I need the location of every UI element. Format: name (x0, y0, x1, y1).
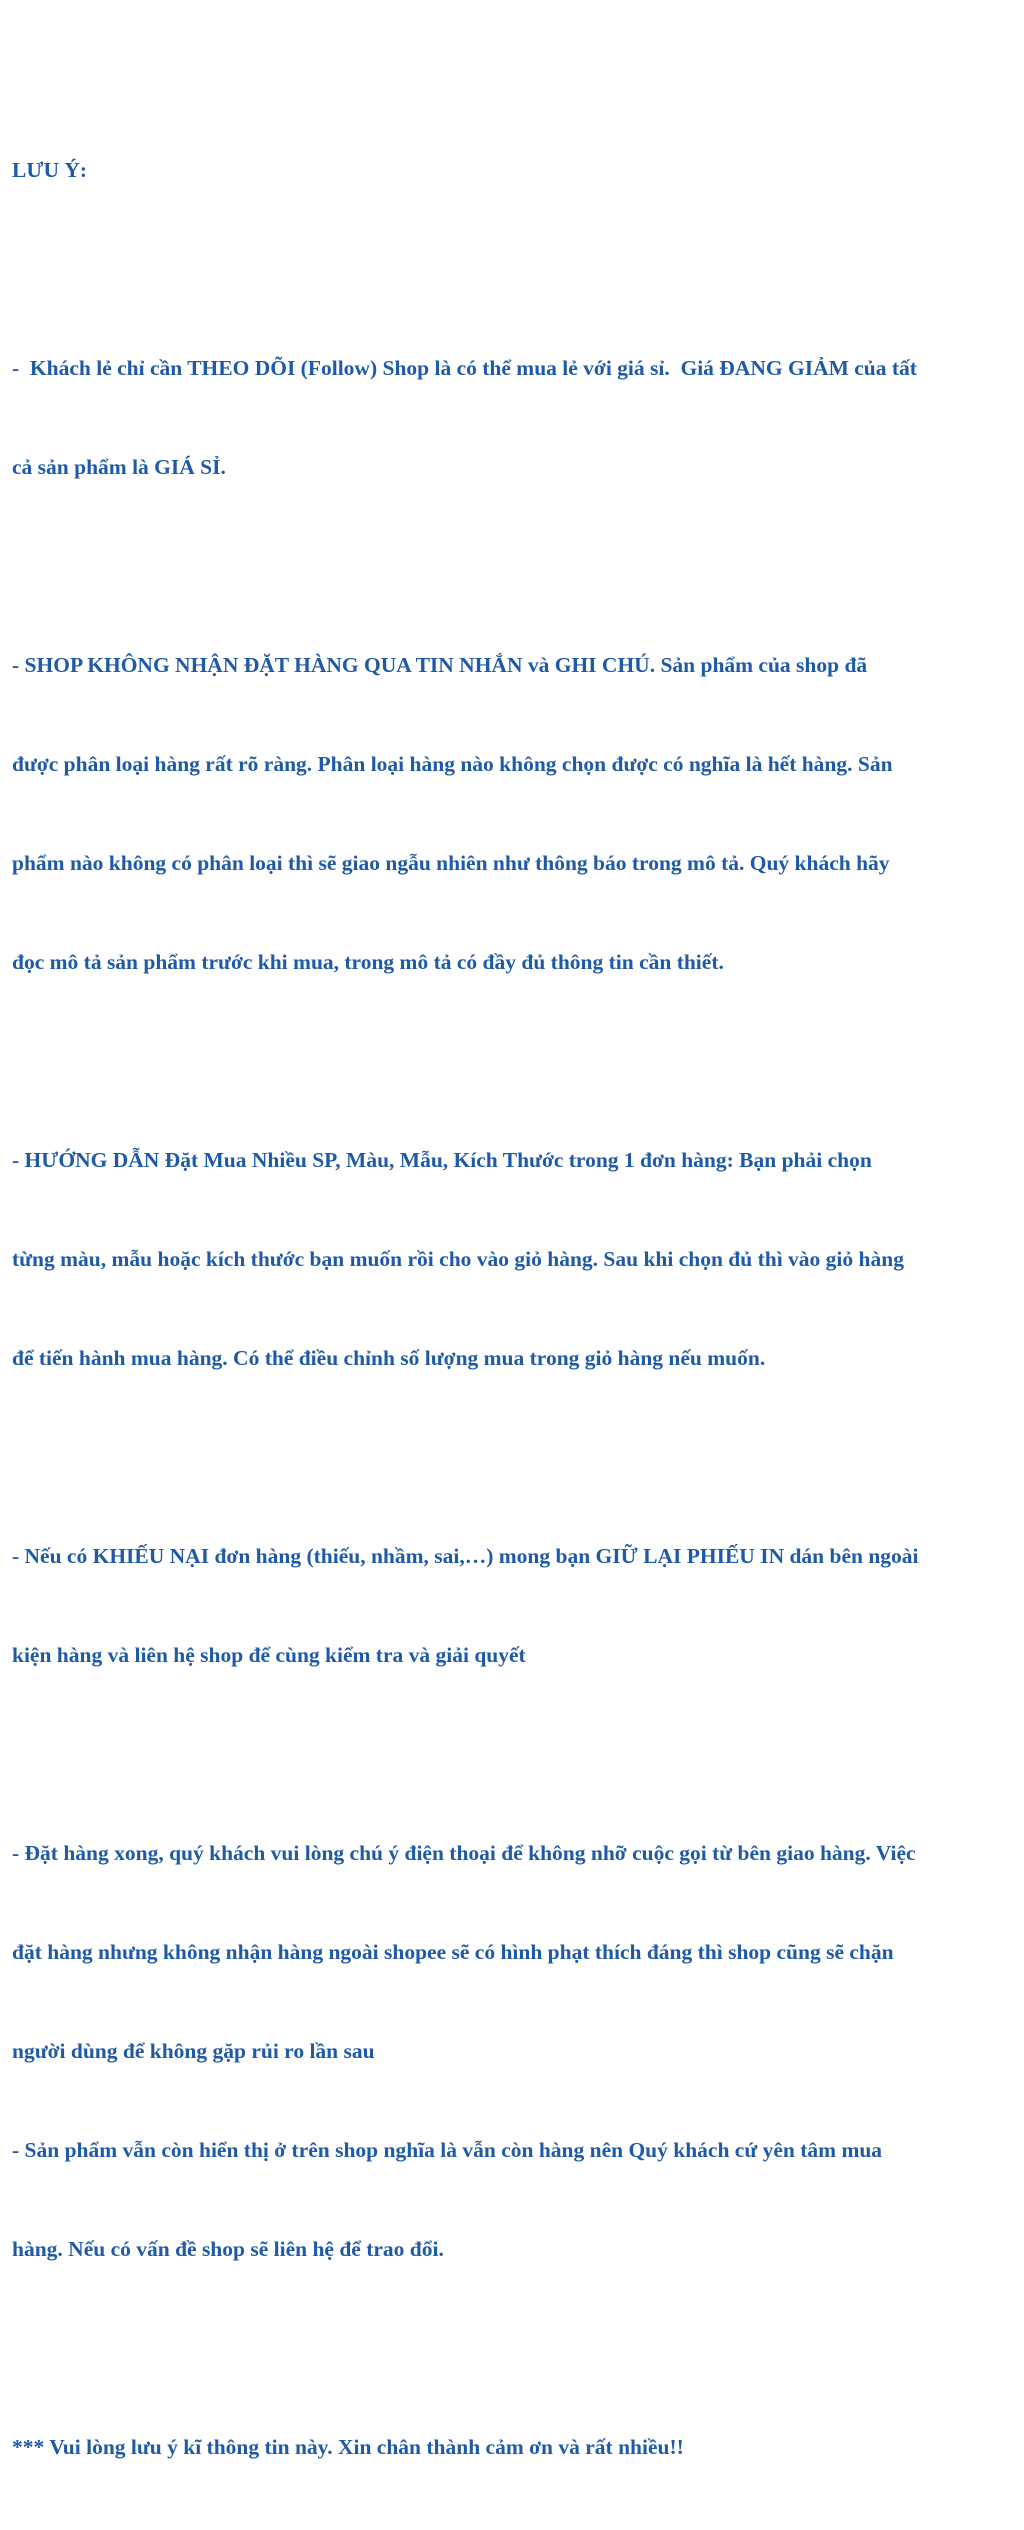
notice-heading (12, 88, 1020, 253)
notice-line: - SHOP KHÔNG NHẬN ĐẶT HÀNG QUA TIN NHẮN và GHI CHÚ. Sản phẩm của shop đã (12, 653, 868, 677)
notice-line: - Nếu có KHIẾU NẠI đơn hàng (thiếu, nhầm, sai,…) mong bạn GIỮ LẠI PHIẾU IN dán bên ngoài (12, 1544, 919, 1568)
notice-line: *** Vui lòng lưu ý kĩ thông tin này. Xin chân thành cảm ơn và rất nhiều!! (12, 2435, 684, 2459)
notice-line: được phân loại hàng rất rõ ràng. Phân loại hàng nào không chọn được có nghĩa là hết hàng. Sản (12, 752, 893, 776)
notice-paragraph-ordering-guide (12, 1078, 1020, 1441)
notice-line: để tiến hành mua hàng. Có thể điều chỉnh số lượng mua trong giỏ hàng nếu muốn. (12, 1346, 766, 1370)
notice-block (12, 88, 1020, 2530)
notice-paragraph-delivery (12, 1771, 1020, 2332)
notice-paragraph-thanks (12, 2365, 1020, 2530)
notice-line: cả sản phẩm là GIÁ SỈ. (12, 455, 226, 479)
notice-paragraph-follow (12, 286, 1020, 550)
notice-line: - Khách lẻ chỉ cần THEO DÕI (Follow) Shop là có thể mua lẻ với giá sỉ. Giá ĐANG GIẢM của tất (12, 356, 917, 380)
notice-paragraph-no-messages (12, 583, 1020, 1045)
notice-line: - HƯỚNG DẪN Đặt Mua Nhiều SP, Màu, Mẫu, Kích Thước trong 1 đơn hàng: Bạn phải chọn (12, 1148, 872, 1172)
notice-paragraph-complaints (12, 1474, 1020, 1738)
notice-heading-text: LƯU Ý: (12, 158, 88, 182)
notice-line: đặt hàng nhưng không nhận hàng ngoài shopee sẽ có hình phạt thích đáng thì shop cũng sẽ chặn (12, 1940, 894, 1964)
notice-line: hàng. Nếu có vấn đề shop sẽ liên hệ để trao đổi. (12, 2237, 444, 2261)
notice-line: người dùng để không gặp rủi ro lần sau (12, 2039, 375, 2063)
notice-line: - Đặt hàng xong, quý khách vui lòng chú ý điện thoại để không nhỡ cuộc gọi từ bên giao hàng. Việc (12, 1841, 916, 1865)
notice-line: phẩm nào không có phân loại thì sẽ giao ngẫu nhiên như thông báo trong mô tả. Quý khách hãy (12, 851, 890, 875)
notice-line: kiện hàng và liên hệ shop để cùng kiểm tra và giải quyết (12, 1643, 526, 1667)
notice-line: từng màu, mẫu hoặc kích thước bạn muốn rồi cho vào giỏ hàng. Sau khi chọn đủ thì vào giỏ hàng (12, 1247, 904, 1271)
notice-line: đọc mô tả sản phẩm trước khi mua, trong mô tả có đầy đủ thông tin cần thiết. (12, 950, 724, 974)
notice-line: - Sản phẩm vẫn còn hiển thị ở trên shop nghĩa là vẫn còn hàng nên Quý khách cứ yên tâm mua (12, 2138, 883, 2162)
